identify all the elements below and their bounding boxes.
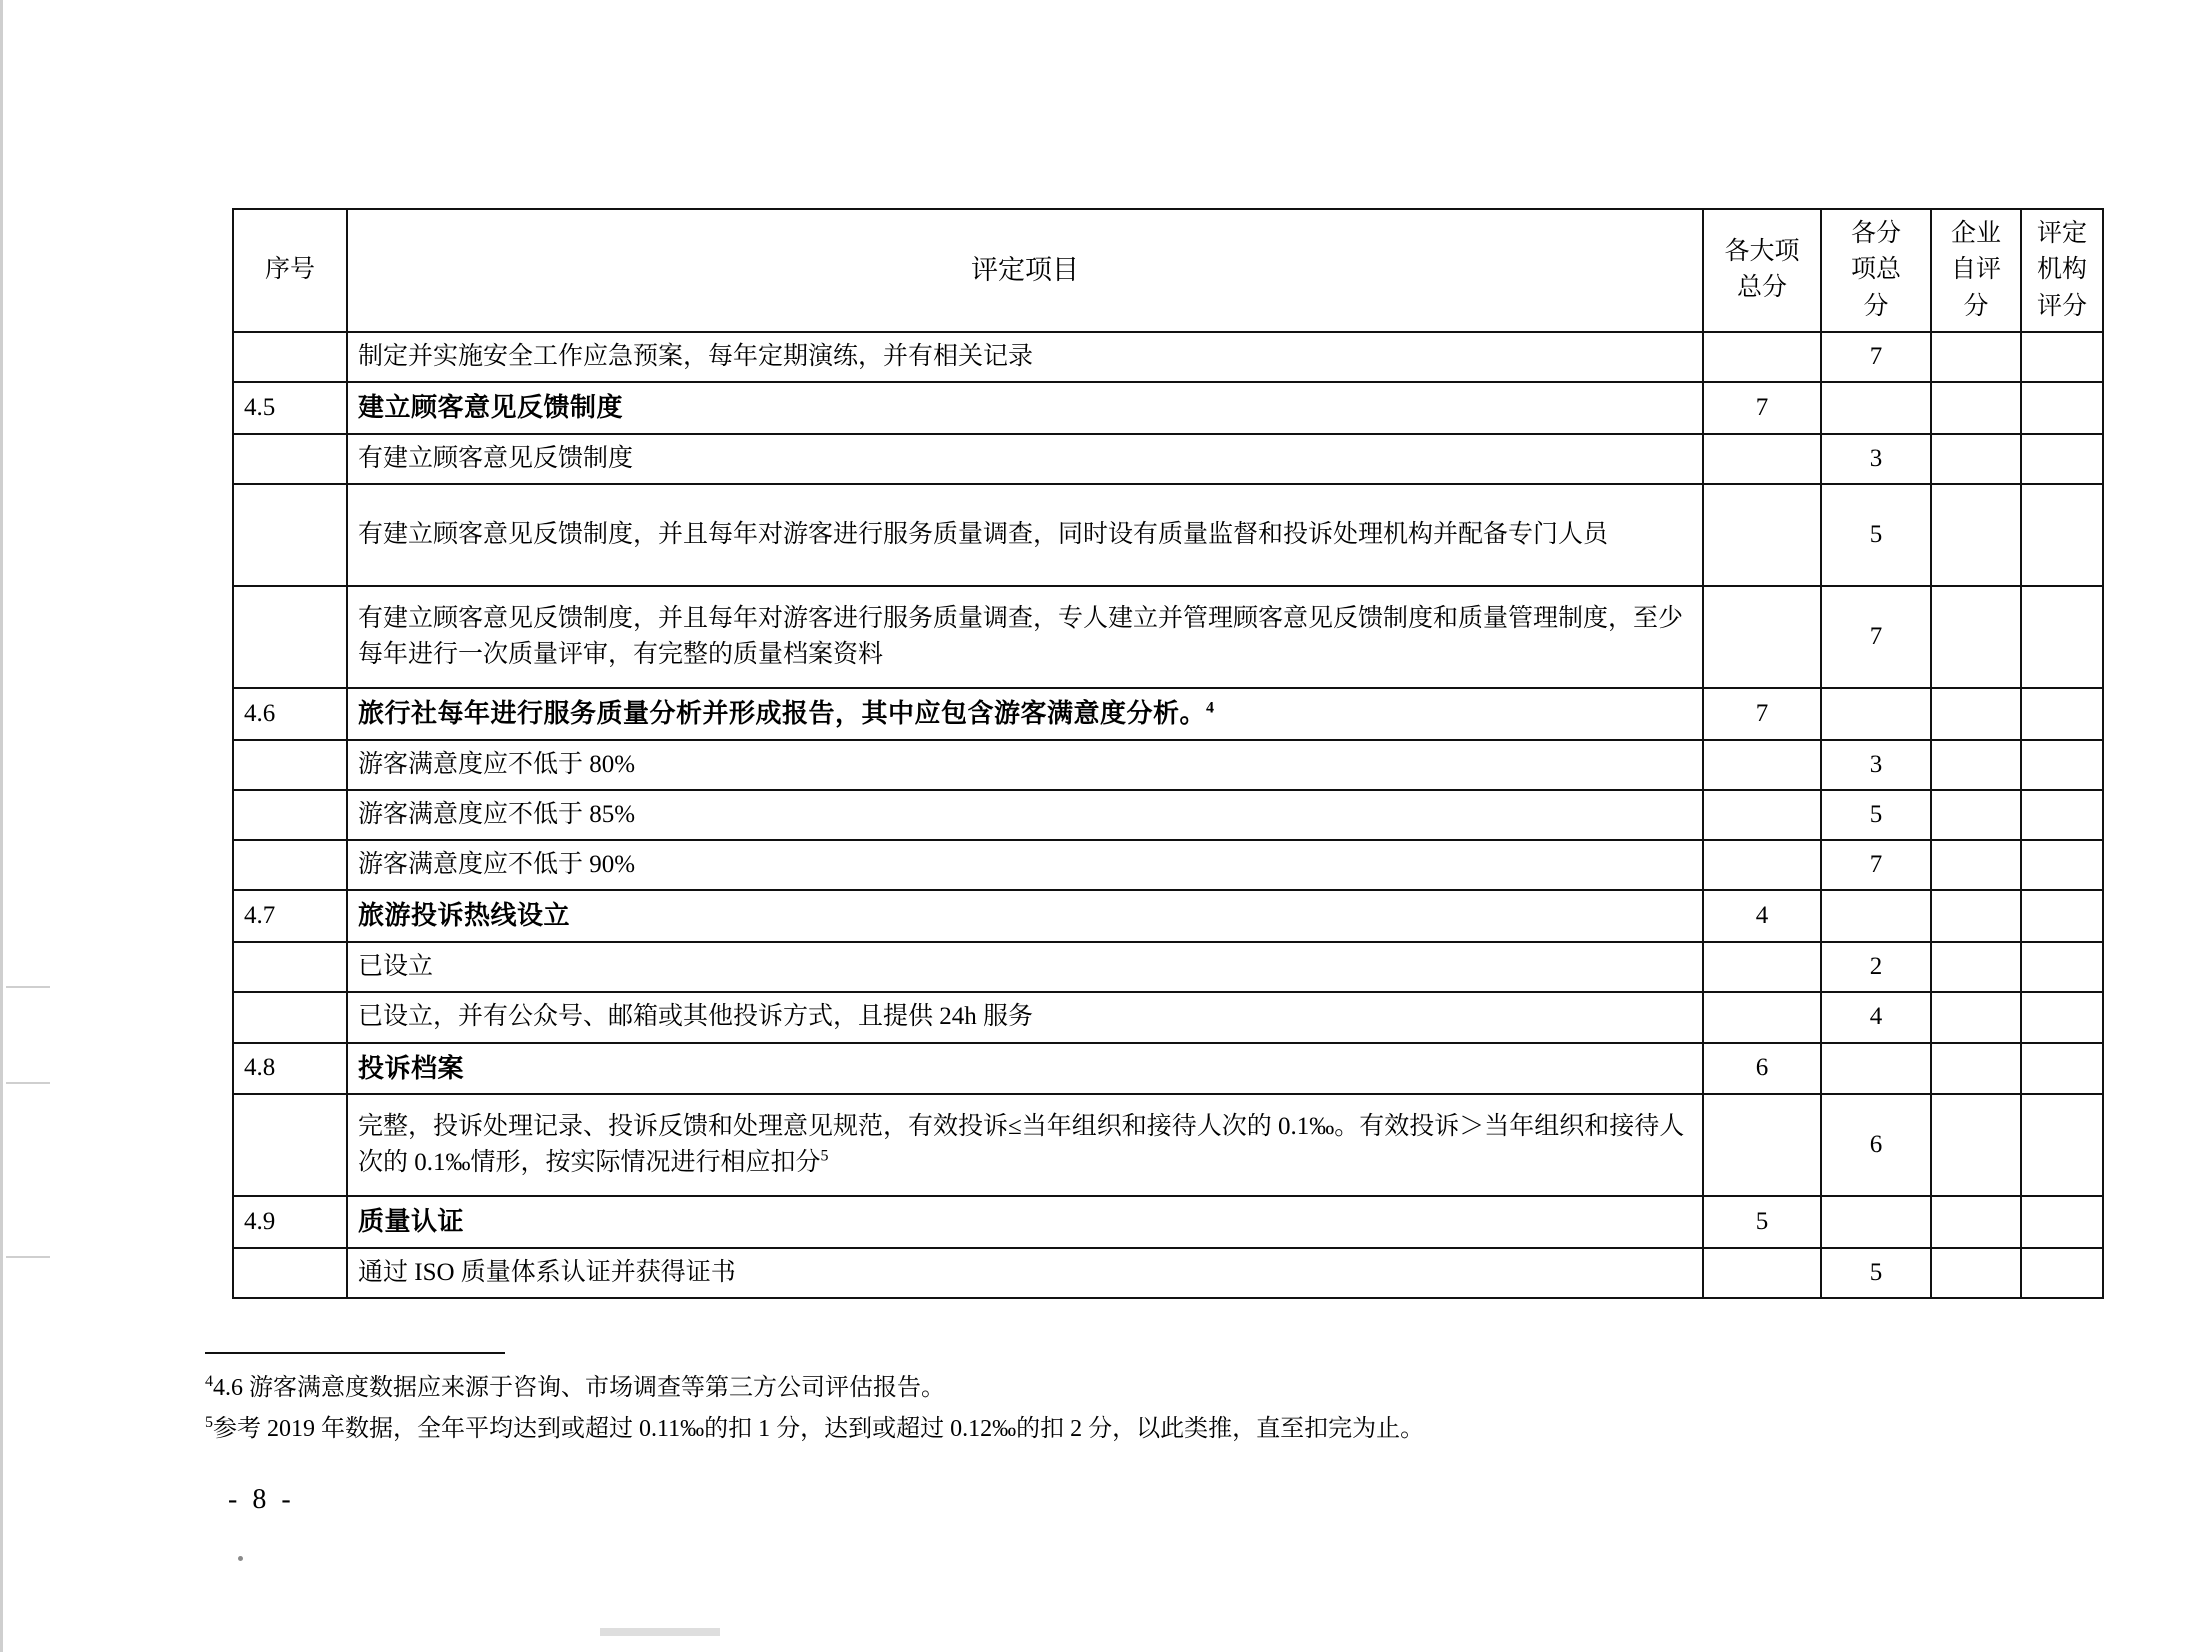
cell-sub-total: 5 [1821, 1248, 1931, 1298]
cell-item-text: 有建立顾客意见反馈制度 [358, 444, 634, 472]
cell-sub-total: 7 [1821, 332, 1931, 382]
table-row [233, 840, 2103, 890]
cell-item [347, 688, 1703, 740]
cell-org-score[interactable] [2021, 1094, 2103, 1196]
cell-item [347, 586, 1703, 688]
cell-no [233, 586, 347, 688]
header-org-score-line1: 评定 [2036, 220, 2087, 247]
cell-item-text: 已设立，并有公众号、邮箱或其他投诉方式，且提供 24h 服务 [358, 1003, 1034, 1031]
cell-no [233, 332, 347, 382]
table-row [233, 992, 2103, 1042]
cell-no [233, 992, 347, 1042]
cell-item-text: 游客满意度应不低于 90% [358, 851, 636, 879]
cell-org-score[interactable] [2021, 992, 2103, 1042]
cell-item-text: 制定并实施安全工作应急预案，每年定期演练，并有相关记录 [358, 342, 1034, 370]
cell-no [233, 484, 347, 586]
header-major-total-line2: 总分 [1736, 274, 1787, 302]
cell-org-score[interactable] [2021, 434, 2103, 484]
page-number: - 8 - [228, 1484, 295, 1515]
cell-item [347, 890, 1703, 942]
cell-sub-total: 6 [1821, 1094, 1931, 1196]
cell-sub-total: 7 [1821, 586, 1931, 688]
cell-item-text: 有建立顾客意见反馈制度，并且每年对游客进行服务质量调查，同时设有质量监督和投诉处理机构并配备专门人员 [358, 520, 1609, 548]
cell-major-total [1703, 840, 1821, 890]
cell-sub-total: 3 [1821, 434, 1931, 484]
cell-no [233, 840, 347, 890]
table-row [233, 586, 2103, 688]
cell-item [347, 484, 1703, 586]
table-row [233, 688, 2103, 740]
cell-item-text: 质量认证 [358, 1207, 465, 1237]
cell-no: 4.5 [233, 382, 347, 434]
cell-item [347, 992, 1703, 1042]
cell-org-score[interactable] [2021, 382, 2103, 434]
footnote-2 [205, 1409, 2005, 1450]
cell-item-footnote-marker: 5 [820, 1147, 829, 1165]
footnote-1-text: 4.6 游客满意度数据应来源于咨询、市场调查等第三方公司评估报告。 [213, 1375, 945, 1401]
cell-major-total [1703, 992, 1821, 1042]
cell-self-score[interactable] [1931, 840, 2021, 890]
cell-no: 4.8 [233, 1043, 347, 1095]
cell-org-score[interactable] [2021, 1196, 2103, 1248]
cell-item-footnote-marker: 4 [1206, 699, 1215, 717]
cell-org-score[interactable] [2021, 790, 2103, 840]
cell-major-total [1703, 484, 1821, 586]
cell-major-total [1703, 1094, 1821, 1196]
cell-major-total [1703, 790, 1821, 840]
cell-self-score[interactable] [1931, 890, 2021, 942]
scan-smudge [600, 1628, 720, 1636]
cell-no [233, 790, 347, 840]
cell-item [347, 1196, 1703, 1248]
cell-major-total [1703, 586, 1821, 688]
cell-item [347, 942, 1703, 992]
table-body [233, 332, 2103, 1298]
scan-speck [238, 1556, 243, 1561]
cell-item-text: 游客满意度应不低于 85% [358, 800, 636, 828]
cell-sub-total: 4 [1821, 992, 1931, 1042]
table-row [233, 790, 2103, 840]
assessment-table [232, 208, 2104, 1299]
table-row [233, 1043, 2103, 1095]
footnote-2-text: 参考 2019 年数据，全年平均达到或超过 0.11‰的扣 1 分，达到或超过 0.12‰的扣 2 分，以此类推，直至扣完为止。 [213, 1415, 1425, 1442]
cell-self-score[interactable] [1931, 382, 2021, 434]
scan-edge-left [0, 0, 3, 1652]
header-org-score-line3: 评分 [2036, 292, 2087, 320]
cell-org-score[interactable] [2021, 1043, 2103, 1095]
cell-org-score[interactable] [2021, 1248, 2103, 1298]
table-row [233, 942, 2103, 992]
cell-org-score[interactable] [2021, 890, 2103, 942]
cell-item-text: 投诉档案 [358, 1053, 465, 1083]
cell-self-score[interactable] [1931, 1248, 2021, 1298]
cell-item-text: 旅行社每年进行服务质量分析并形成报告，其中应包含游客满意度分析。 [358, 698, 1207, 728]
cell-item-text: 完整，投诉处理记录、投诉反馈和处理意见规范，有效投诉≤当年组织和接待人次的 0.1‰。有效投诉＞当年组织和接待人次的 0.1‰情形，按实际情况进行相应扣分 [358, 1113, 1685, 1177]
header-self-score-line3: 分 [1963, 292, 1989, 320]
cell-major-total [1703, 332, 1821, 382]
header-sub-total [1821, 209, 1931, 332]
cell-self-score[interactable] [1931, 484, 2021, 586]
table-row [233, 332, 2103, 382]
header-org-score-line2: 机构 [2036, 256, 2087, 284]
table-row [233, 740, 2103, 790]
cell-sub-total [1821, 382, 1931, 434]
cell-sub-total: 3 [1821, 740, 1931, 790]
footnote-1 [205, 1368, 2005, 1409]
cell-org-score[interactable] [2021, 740, 2103, 790]
cell-self-score[interactable] [1931, 740, 2021, 790]
header-sub-total-line1: 各分 [1850, 220, 1901, 247]
cell-org-score[interactable] [2021, 688, 2103, 740]
scan-mark [6, 1256, 50, 1258]
header-org-score [2021, 209, 2103, 332]
cell-org-score[interactable] [2021, 484, 2103, 586]
cell-no [233, 434, 347, 484]
cell-item-text: 通过 ISO 质量体系认证并获得证书 [358, 1258, 736, 1286]
table-header [233, 209, 2103, 332]
cell-sub-total: 7 [1821, 840, 1931, 890]
cell-sub-total [1821, 890, 1931, 942]
table-row [233, 1094, 2103, 1196]
cell-no: 4.7 [233, 890, 347, 942]
table-row [233, 382, 2103, 434]
cell-item [347, 382, 1703, 434]
cell-org-score[interactable] [2021, 942, 2103, 992]
cell-item [347, 790, 1703, 840]
header-sub-total-line2: 项总 [1850, 256, 1901, 284]
cell-sub-total [1821, 1196, 1931, 1248]
cell-major-total [1703, 942, 1821, 992]
footnote-2-marker: 5 [205, 1413, 213, 1431]
header-no: 序号 [233, 209, 347, 332]
scan-mark [6, 986, 50, 988]
cell-sub-total: 5 [1821, 484, 1931, 586]
cell-self-score[interactable] [1931, 1043, 2021, 1095]
cell-no [233, 942, 347, 992]
cell-item-text: 有建立顾客意见反馈制度，并且每年对游客进行服务质量调查，专人建立并管理顾客意见反馈制度和质量管理制度，至少每年进行一次质量评审，有完整的质量档案资料 [358, 604, 1684, 668]
cell-major-total [1703, 434, 1821, 484]
header-major-total [1703, 209, 1821, 332]
cell-sub-total: 5 [1821, 790, 1931, 840]
cell-item [347, 332, 1703, 382]
header-self-score [1931, 209, 2021, 332]
header-major-total-line1: 各大项 [1724, 238, 1800, 266]
assessment-table-wrapper [232, 208, 2102, 1299]
cell-self-score[interactable] [1931, 992, 2021, 1042]
table-row [233, 890, 2103, 942]
cell-item [347, 1043, 1703, 1095]
cell-major-total [1703, 740, 1821, 790]
cell-self-score[interactable] [1931, 586, 2021, 688]
cell-item-text: 建立顾客意见反馈制度 [358, 393, 624, 422]
footnotes [205, 1352, 2005, 1450]
cell-no [233, 740, 347, 790]
cell-no [233, 1094, 347, 1196]
cell-org-score[interactable] [2021, 332, 2103, 382]
scan-mark [6, 1082, 50, 1084]
header-self-score-line1: 企业 [1950, 220, 2001, 247]
cell-self-score[interactable] [1931, 790, 2021, 840]
cell-item [347, 1248, 1703, 1298]
cell-self-score[interactable] [1931, 1196, 2021, 1248]
table-row [233, 434, 2103, 484]
table-row [233, 484, 2103, 586]
cell-sub-total [1821, 1043, 1931, 1095]
cell-sub-total: 2 [1821, 942, 1931, 992]
cell-item-text: 旅游投诉热线设立 [358, 901, 571, 931]
footnote-1-marker: 4 [205, 1373, 213, 1390]
header-sub-total-line3: 分 [1863, 292, 1889, 320]
cell-item [347, 434, 1703, 484]
cell-major-total [1703, 1248, 1821, 1298]
cell-item-text: 游客满意度应不低于 80% [358, 750, 636, 778]
cell-major-total: 5 [1703, 1196, 1821, 1248]
cell-sub-total [1821, 688, 1931, 740]
cell-major-total: 6 [1703, 1043, 1821, 1095]
cell-item [347, 1094, 1703, 1196]
cell-self-score[interactable] [1931, 332, 2021, 382]
cell-self-score[interactable] [1931, 434, 2021, 484]
footnote-rule [205, 1352, 505, 1354]
cell-item [347, 740, 1703, 790]
cell-org-score[interactable] [2021, 840, 2103, 890]
cell-major-total: 7 [1703, 382, 1821, 434]
table-row [233, 1196, 2103, 1248]
cell-self-score[interactable] [1931, 1094, 2021, 1196]
cell-major-total: 7 [1703, 688, 1821, 740]
cell-self-score[interactable] [1931, 942, 2021, 992]
header-item: 评定项目 [347, 209, 1703, 332]
cell-item-text: 已设立 [358, 953, 434, 981]
cell-major-total: 4 [1703, 890, 1821, 942]
cell-item [347, 840, 1703, 890]
cell-self-score[interactable] [1931, 688, 2021, 740]
cell-no: 4.6 [233, 688, 347, 740]
header-self-score-line2: 自评 [1950, 256, 2001, 284]
cell-no: 4.9 [233, 1196, 347, 1248]
cell-org-score[interactable] [2021, 586, 2103, 688]
table-row [233, 1248, 2103, 1298]
cell-no [233, 1248, 347, 1298]
